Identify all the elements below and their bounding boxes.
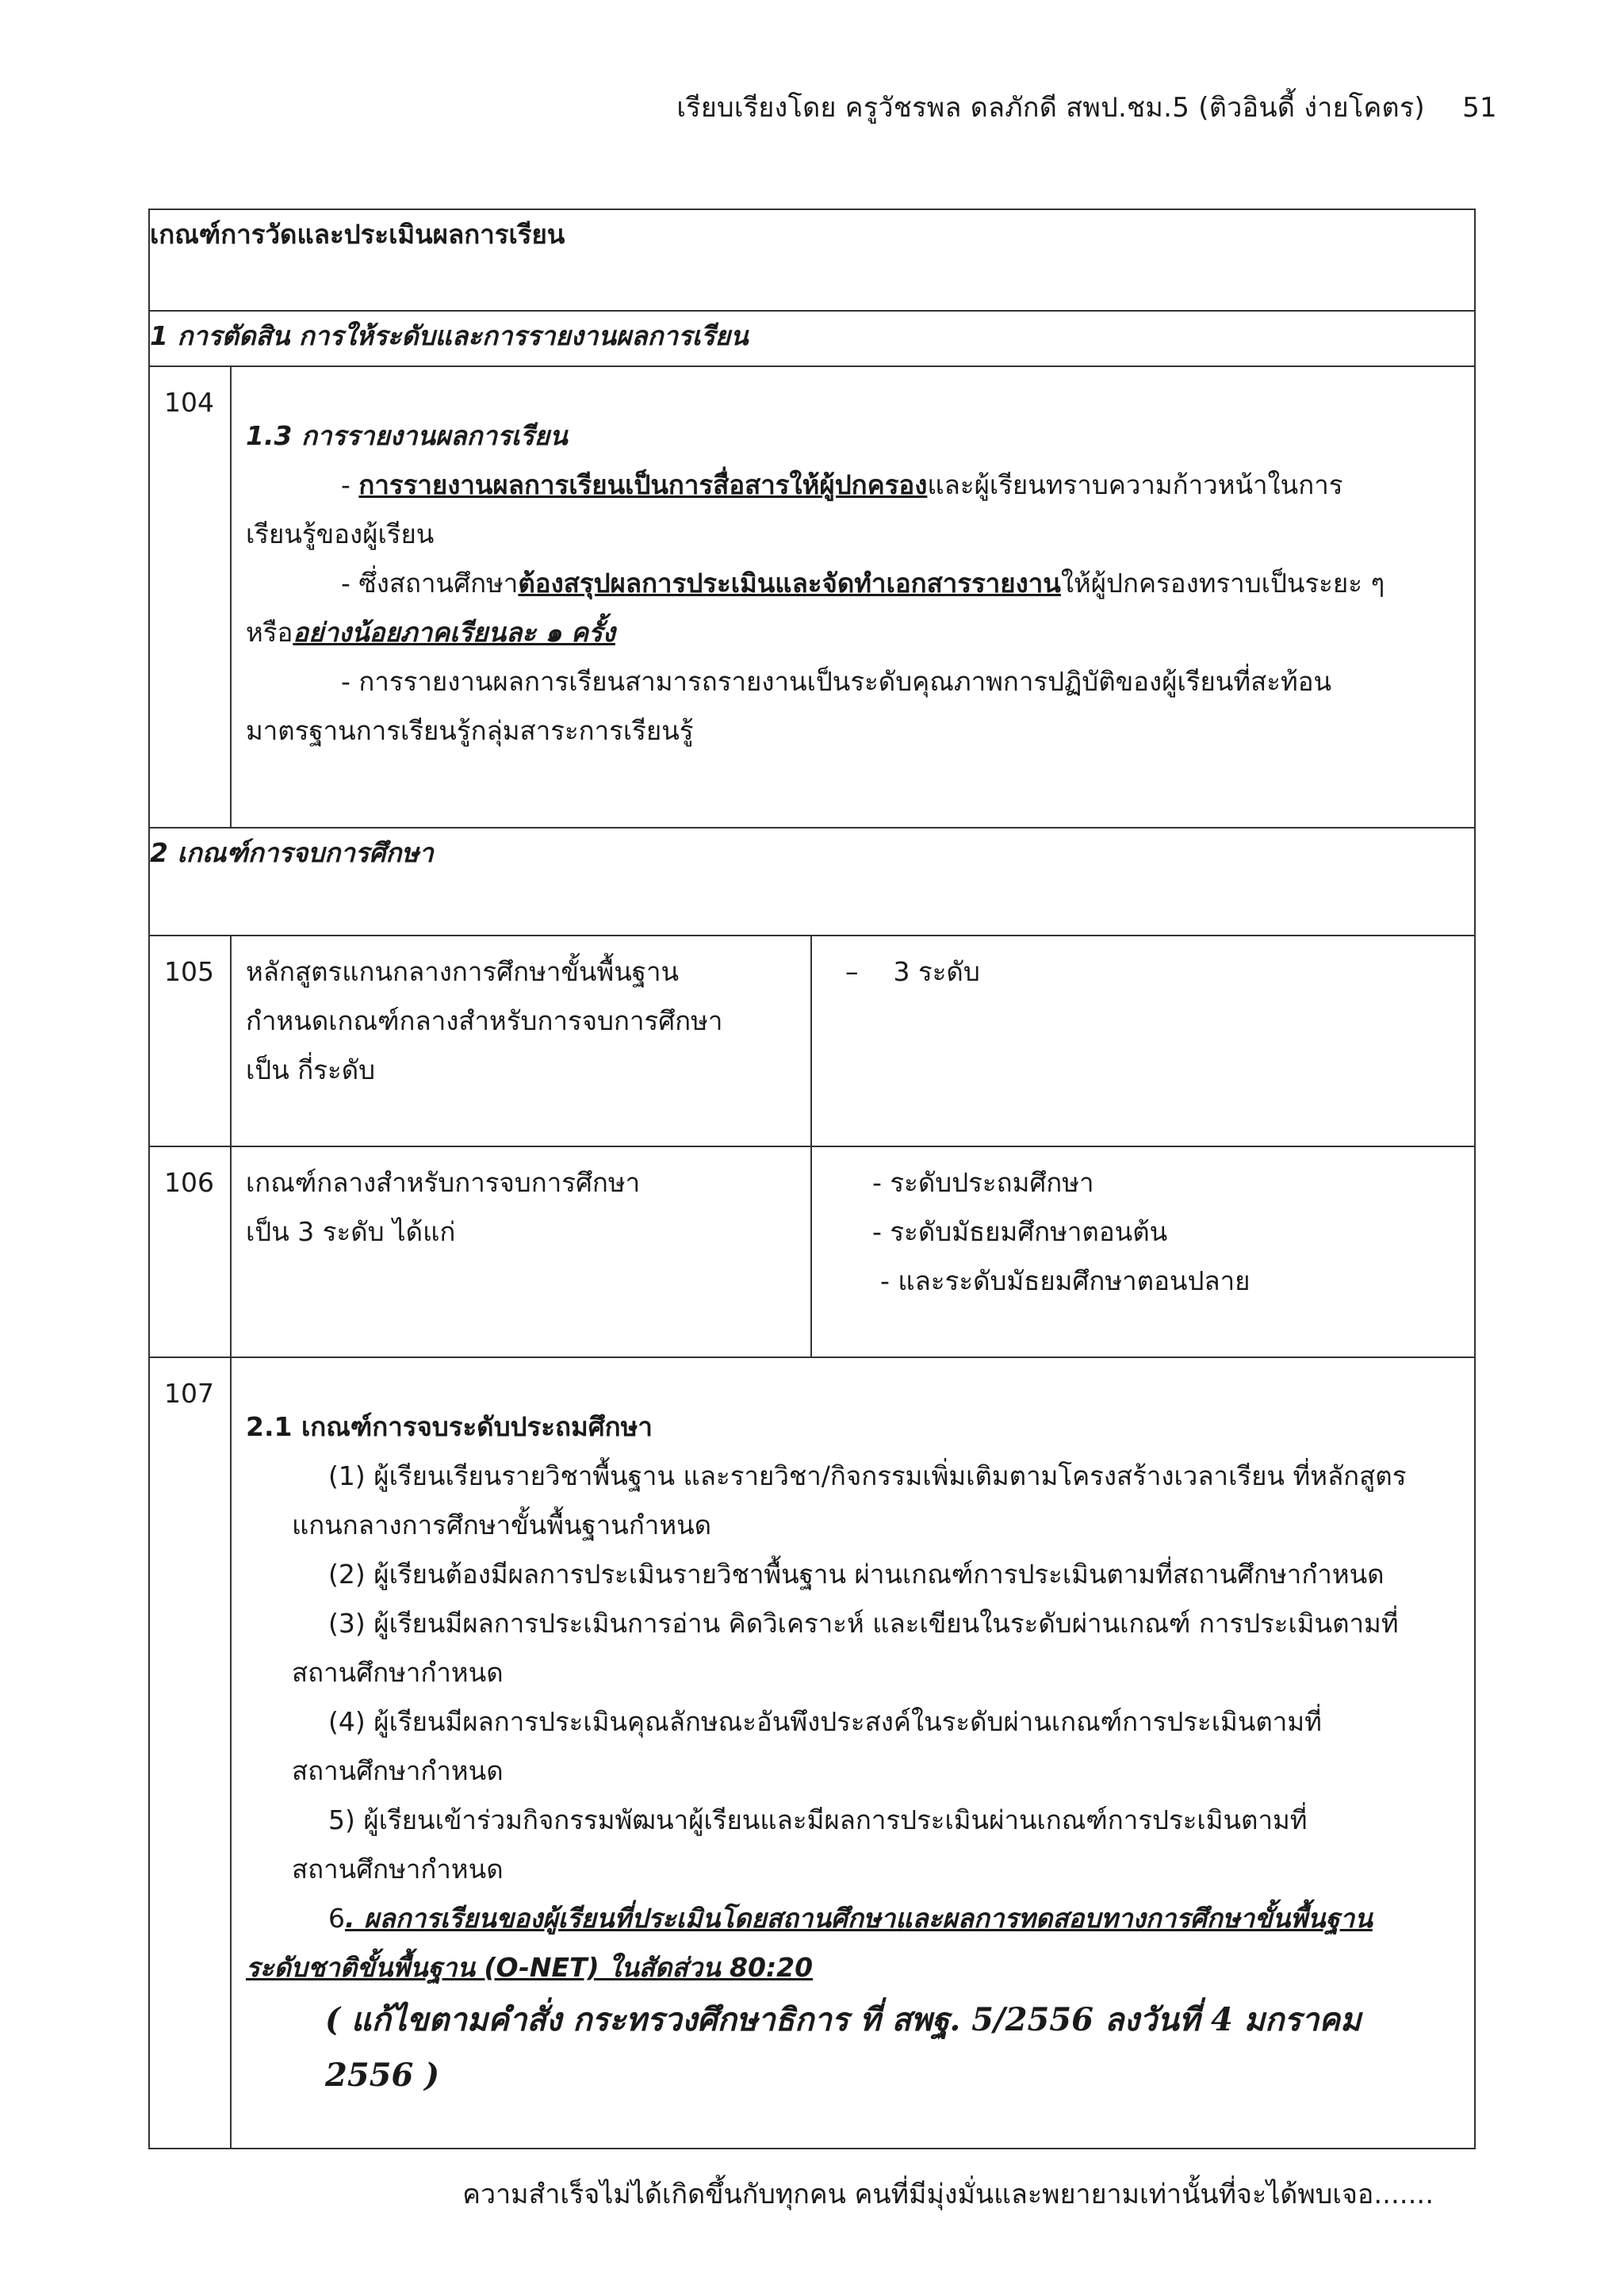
row106-answer: - ระดับประถมศึกษา - ระดับมัธยมศึกษาตอนต้น - และระดับมัธยมศึกษาตอนปลาย (811, 1146, 1475, 1357)
row107-content: 2.1 เกณฑ์การจบระดับประถมศึกษา (1) ผู้เรียนเรียนรายวิชาพื้นฐาน และรายวิชา/กิจกรรมเพิ่มเติมตามโครงสร้างเวลาเรียน ที่หลักสูตร แกนกลางการศึกษาขั้นพื้นฐานกำหนด (2) ผู้เรียนต้องมีผลการประเมินรายวิชาพื้นฐาน ผ่านเกณฑ์การประเมินตามที่สถานศึกษากำหนด (3) ผู้เรียนมีผลการประเมินการอ่าน คิดวิเคราะห์ และเขียนในระดับผ่านเกณฑ์ การประเมินตามที่ สถานศึกษากำหนด (4) ผู้เรียนมีผลการประเมินคุณลักษณะอันพึงประสงค์ในระดับผ่านเกณฑ์การประเมินตามที่ สถานศึกษากำหนด 5) ผู้เรียนเข้าร่วมกิจกรรมพัฒนาผู้เรียนและมีผลการประเมินผ่านเกณฑ์การประเมินตามที่ สถานศึกษากำหนด 6. ผลการเรียนของผู้เรียนที่ประเมินโดยสถานศึกษาและผลการทดสอบทางการศึกษาขั้นพื้นฐาน ระดับชาติขั้นพื้นฐาน (O-NET) ในสัดส่วน 80:20 ( แก้ไขตามคำสั่ง กระทรวงศึกษาธิการ ที่ สพฐ. 5/2556 ลงวันที่ 4 มกราคม 2556 ) (231, 1357, 1475, 2149)
criteria-item-1: (1) ผู้เรียนเรียนรายวิชาพื้นฐาน และรายวิชา/กิจกรรมเพิ่มเติมตามโครงสร้างเวลาเรียน ที่หลักสูตร (328, 1460, 1407, 1491)
row104-p1-line2: เรียนรู้ของผู้เรียน (246, 519, 435, 549)
criteria-item-4: (4) ผู้เรียนมีผลการประเมินคุณลักษณะอันพึงประสงค์ในระดับผ่านเกณฑ์การประเมินตามที่ (328, 1706, 1322, 1737)
row107-heading: 2.1 เกณฑ์การจบระดับประถมศึกษา (246, 1411, 653, 1442)
criteria-item-6-line2: ระดับชาติขั้นพื้นฐาน (O-NET) ในสัดส่วน 80:20 (246, 1952, 814, 1983)
table-row (149, 366, 1475, 828)
row105-answer: – 3 ระดับ (811, 936, 1475, 1146)
row104-p3-line2: มาตรฐานการเรียนรู้กลุ่มสาระการเรียนรู้ (246, 715, 694, 746)
table-title-row (149, 209, 1475, 311)
table-row (149, 1146, 1475, 1357)
row104-content (231, 366, 1475, 828)
row-number: 105 (149, 936, 231, 1146)
row104-p1: - การรายงานผลการเรียนเป็นการสื่อสารให้ผู้ปกครองและผู้เรียนทราบความก้าวหน้าในการ (341, 469, 1343, 500)
assessment-table (148, 209, 1476, 2149)
criteria-item-3: (3) ผู้เรียนมีผลการประเมินการอ่าน คิดวิเคราะห์ และเขียนในระดับผ่านเกณฑ์ การประเมินตามที่ (328, 1608, 1399, 1639)
page-number: 51 (1462, 92, 1497, 124)
page-header (676, 86, 1497, 128)
row105-question: หลักสูตรแกนกลางการศึกษาขั้นพื้นฐาน กำหนดเกณฑ์กลางสำหรับการจบการศึกษา เป็น กี่ระดับ (231, 936, 811, 1146)
criteria-item-6: 6. ผลการเรียนของผู้เรียนที่ประเมินโดยสถานศึกษาและผลการทดสอบทางการศึกษาขั้นพื้นฐาน (328, 1903, 1373, 1934)
table-row (149, 936, 1475, 1146)
row-number: 104 (149, 366, 231, 828)
row104-p3: - การรายงานผลการเรียนสามารถรายงานเป็นระดับคุณภาพการปฏิบัติของผู้เรียนที่สะท้อน (341, 666, 1332, 697)
criteria-item-2: (2) ผู้เรียนต้องมีผลการประเมินรายวิชาพื้นฐาน ผ่านเกณฑ์การประเมินตามที่สถานศึกษากำหนด (328, 1559, 1385, 1590)
section1-row (149, 311, 1475, 366)
row104-heading: 1.3 การรายงานผลการเรียน (246, 420, 568, 451)
row-number: 106 (149, 1146, 231, 1357)
table-title: เกณฑ์การวัดและประเมินผลการเรียน (149, 209, 1475, 311)
row104-p2-line2: หรืออย่างน้อยภาคเรียนละ ๑ ครั้ง (246, 617, 615, 648)
page-footer: ความสำเร็จไม่ได้เกิดขึ้นกับทุกคน คนที่มีมุ่งมั่นและพยายามเท่านั้นที่จะได้พบเจอ....... (462, 2179, 1434, 2210)
row106-question: เกณฑ์กลางสำหรับการจบการศึกษา เป็น 3 ระดับ ได้แก่ (231, 1146, 811, 1357)
section1-heading: 1 การตัดสิน การให้ระดับและการรายงานผลการเรียน (149, 311, 1475, 366)
section2-heading: 2 เกณฑ์การจบการศึกษา (149, 828, 1475, 936)
criteria-item-5: 5) ผู้เรียนเข้าร่วมกิจกรรมพัฒนาผู้เรียนและมีผลการประเมินผ่านเกณฑ์การประเมินตามที่ (328, 1804, 1308, 1835)
handwritten-note: ( แก้ไขตามคำสั่ง กระทรวงศึกษาธิการ ที่ สพฐ. 5/2556 ลงวันที่ 4 มกราคม 2556 ) (325, 2001, 1362, 2094)
table-row (149, 1357, 1475, 2149)
section2-row (149, 828, 1475, 936)
row-number: 107 (149, 1357, 231, 2149)
row104-p2: - ซึ่งสถานศึกษาต้องสรุปผลการประเมินและจัดทำเอกสารรายงานให้ผู้ปกครองทราบเป็นระยะ ๆ (341, 568, 1385, 599)
header-author: เรียบเรียงโดย ครูวัชรพล ดลภักดี สพป.ชม.5 (ติวอินดี้ ง่ายโคตร) (676, 92, 1426, 124)
